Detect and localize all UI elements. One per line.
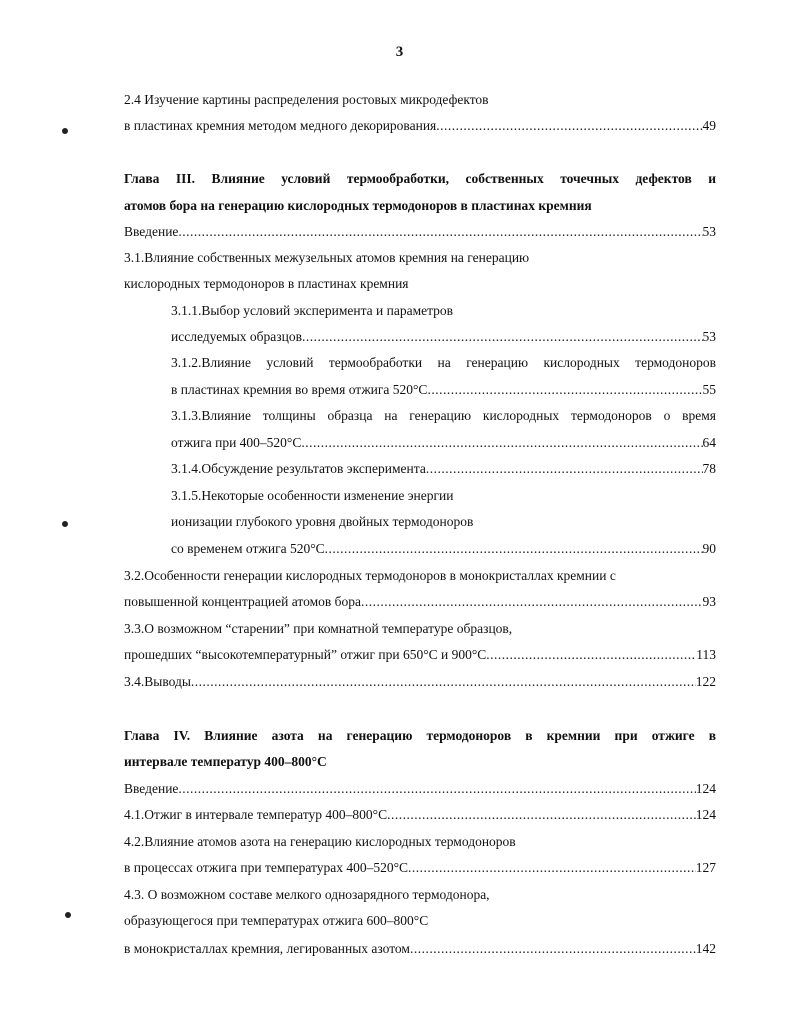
dot-leader: [427, 381, 702, 399]
toc-entry: исследуемых образцов ..... 53: [171, 328, 716, 346]
toc-entry: Введение ..... 53: [124, 223, 716, 241]
chapter-heading: Глава IV. Влияние азота на генерацию термодоноров в кремнии при отжиге в: [124, 728, 716, 743]
dot-leader: [302, 328, 703, 346]
toc-page: 124: [695, 781, 716, 796]
toc-line: ионизации глубокого уровня двойных термодоноров: [171, 514, 474, 529]
dot-leader: [426, 460, 703, 478]
dot-leader: [178, 223, 702, 241]
chapter-heading: интервале температур 400–800°С: [124, 754, 327, 769]
toc-entry: Введение ..... 124: [124, 780, 716, 798]
toc-line: 4.3. О возможном составе мелкого однозарядного термодонора,: [124, 887, 490, 902]
toc-line: 3.3.О возможном “старении” при комнатной температуре образцов,: [124, 621, 513, 636]
chapter-heading: Глава III. Влияние условий термообработки, собственных точечных дефектов и: [124, 171, 716, 186]
toc-entry: отжига при 400–520°С ..... 64: [171, 434, 716, 452]
dot-leader: [387, 806, 696, 824]
dot-leader: [301, 434, 702, 452]
dot-leader: [486, 646, 696, 664]
toc-line: 2.4 Изучение картины распределения ростовых микродефектов: [124, 92, 489, 107]
toc-entry: 3.4.Выводы ..... 122: [124, 673, 716, 691]
toc-entry: 3.1.4.Обсуждение результатов эксперимента ..... 78: [171, 460, 716, 478]
toc-line: 3.1.Влияние собственных межузельных атомов кремния на генерацию: [124, 250, 530, 265]
toc-page: 93: [702, 594, 716, 609]
dot-leader: [361, 593, 702, 611]
scan-mark: [65, 912, 71, 918]
toc-page: 53: [702, 329, 716, 344]
toc-entry: в пластинах кремния во время отжига 520°С ..... 55: [171, 381, 716, 399]
toc-line: 4.2.Влияние атомов азота на генерацию кислородных термодоноров: [124, 834, 516, 849]
toc-page: 78: [702, 461, 716, 476]
toc-line: 3.1.5.Некоторые особенности изменение энергии: [171, 488, 454, 503]
toc-entry: в пластинах кремния методом медного декорирования ..... 49: [124, 117, 716, 135]
toc-entry: повышенной концентрацией атомов бора ..... 93: [124, 593, 716, 611]
toc-line: 3.1.1.Выбор условий эксперимента и параметров: [171, 303, 454, 318]
page-number: 3: [395, 44, 404, 60]
toc-line: 3.1.3.Влияние толщины образца на генерацию кислородных термодоноров о время: [171, 408, 716, 423]
toc-page: 113: [696, 647, 716, 662]
toc-page: 49: [702, 118, 716, 133]
toc-page: 64: [702, 435, 716, 450]
dot-leader: [408, 859, 696, 877]
toc-page: 122: [695, 674, 716, 689]
dot-leader: [436, 117, 702, 135]
dot-leader: [325, 540, 703, 558]
toc-entry: 4.1.Отжиг в интервале температур 400–800°С ..... 124: [124, 806, 716, 824]
toc-line: кислородных термодоноров в пластинах кремния: [124, 276, 409, 291]
toc-entry: со временем отжига 520°С ..... 90: [171, 540, 716, 558]
toc-page: 127: [695, 860, 716, 875]
toc-entry: в монокристаллах кремния, легированных азотом ..... 142: [124, 940, 716, 958]
toc-entry: прошедших “высокотемпературный” отжиг при 650°С и 900°С ..... 113: [124, 646, 716, 664]
toc-line: 3.1.2.Влияние условий термообработки на генерацию кислородных термодоноров: [171, 355, 716, 370]
chapter-heading: атомов бора на генерацию кислородных термодоноров в пластинах кремния: [124, 198, 592, 213]
toc-entry: в процессах отжига при температурах 400–520°С ..... 127: [124, 859, 716, 877]
scan-mark: [62, 521, 68, 527]
toc-page: 142: [695, 941, 716, 956]
dot-leader: [191, 673, 696, 691]
dot-leader: [410, 940, 696, 958]
toc-page: 55: [702, 382, 716, 397]
toc-line: образующегося при температурах отжига 600–800°С: [124, 913, 429, 928]
toc-line: 3.2.Особенности генерации кислородных термодоноров в монокристаллах кремнии с: [124, 568, 616, 583]
scan-mark: [62, 128, 68, 134]
toc-page: 124: [695, 807, 716, 822]
dot-leader: [178, 780, 695, 798]
toc-page: 53: [702, 224, 716, 239]
toc-page: 90: [702, 541, 716, 556]
